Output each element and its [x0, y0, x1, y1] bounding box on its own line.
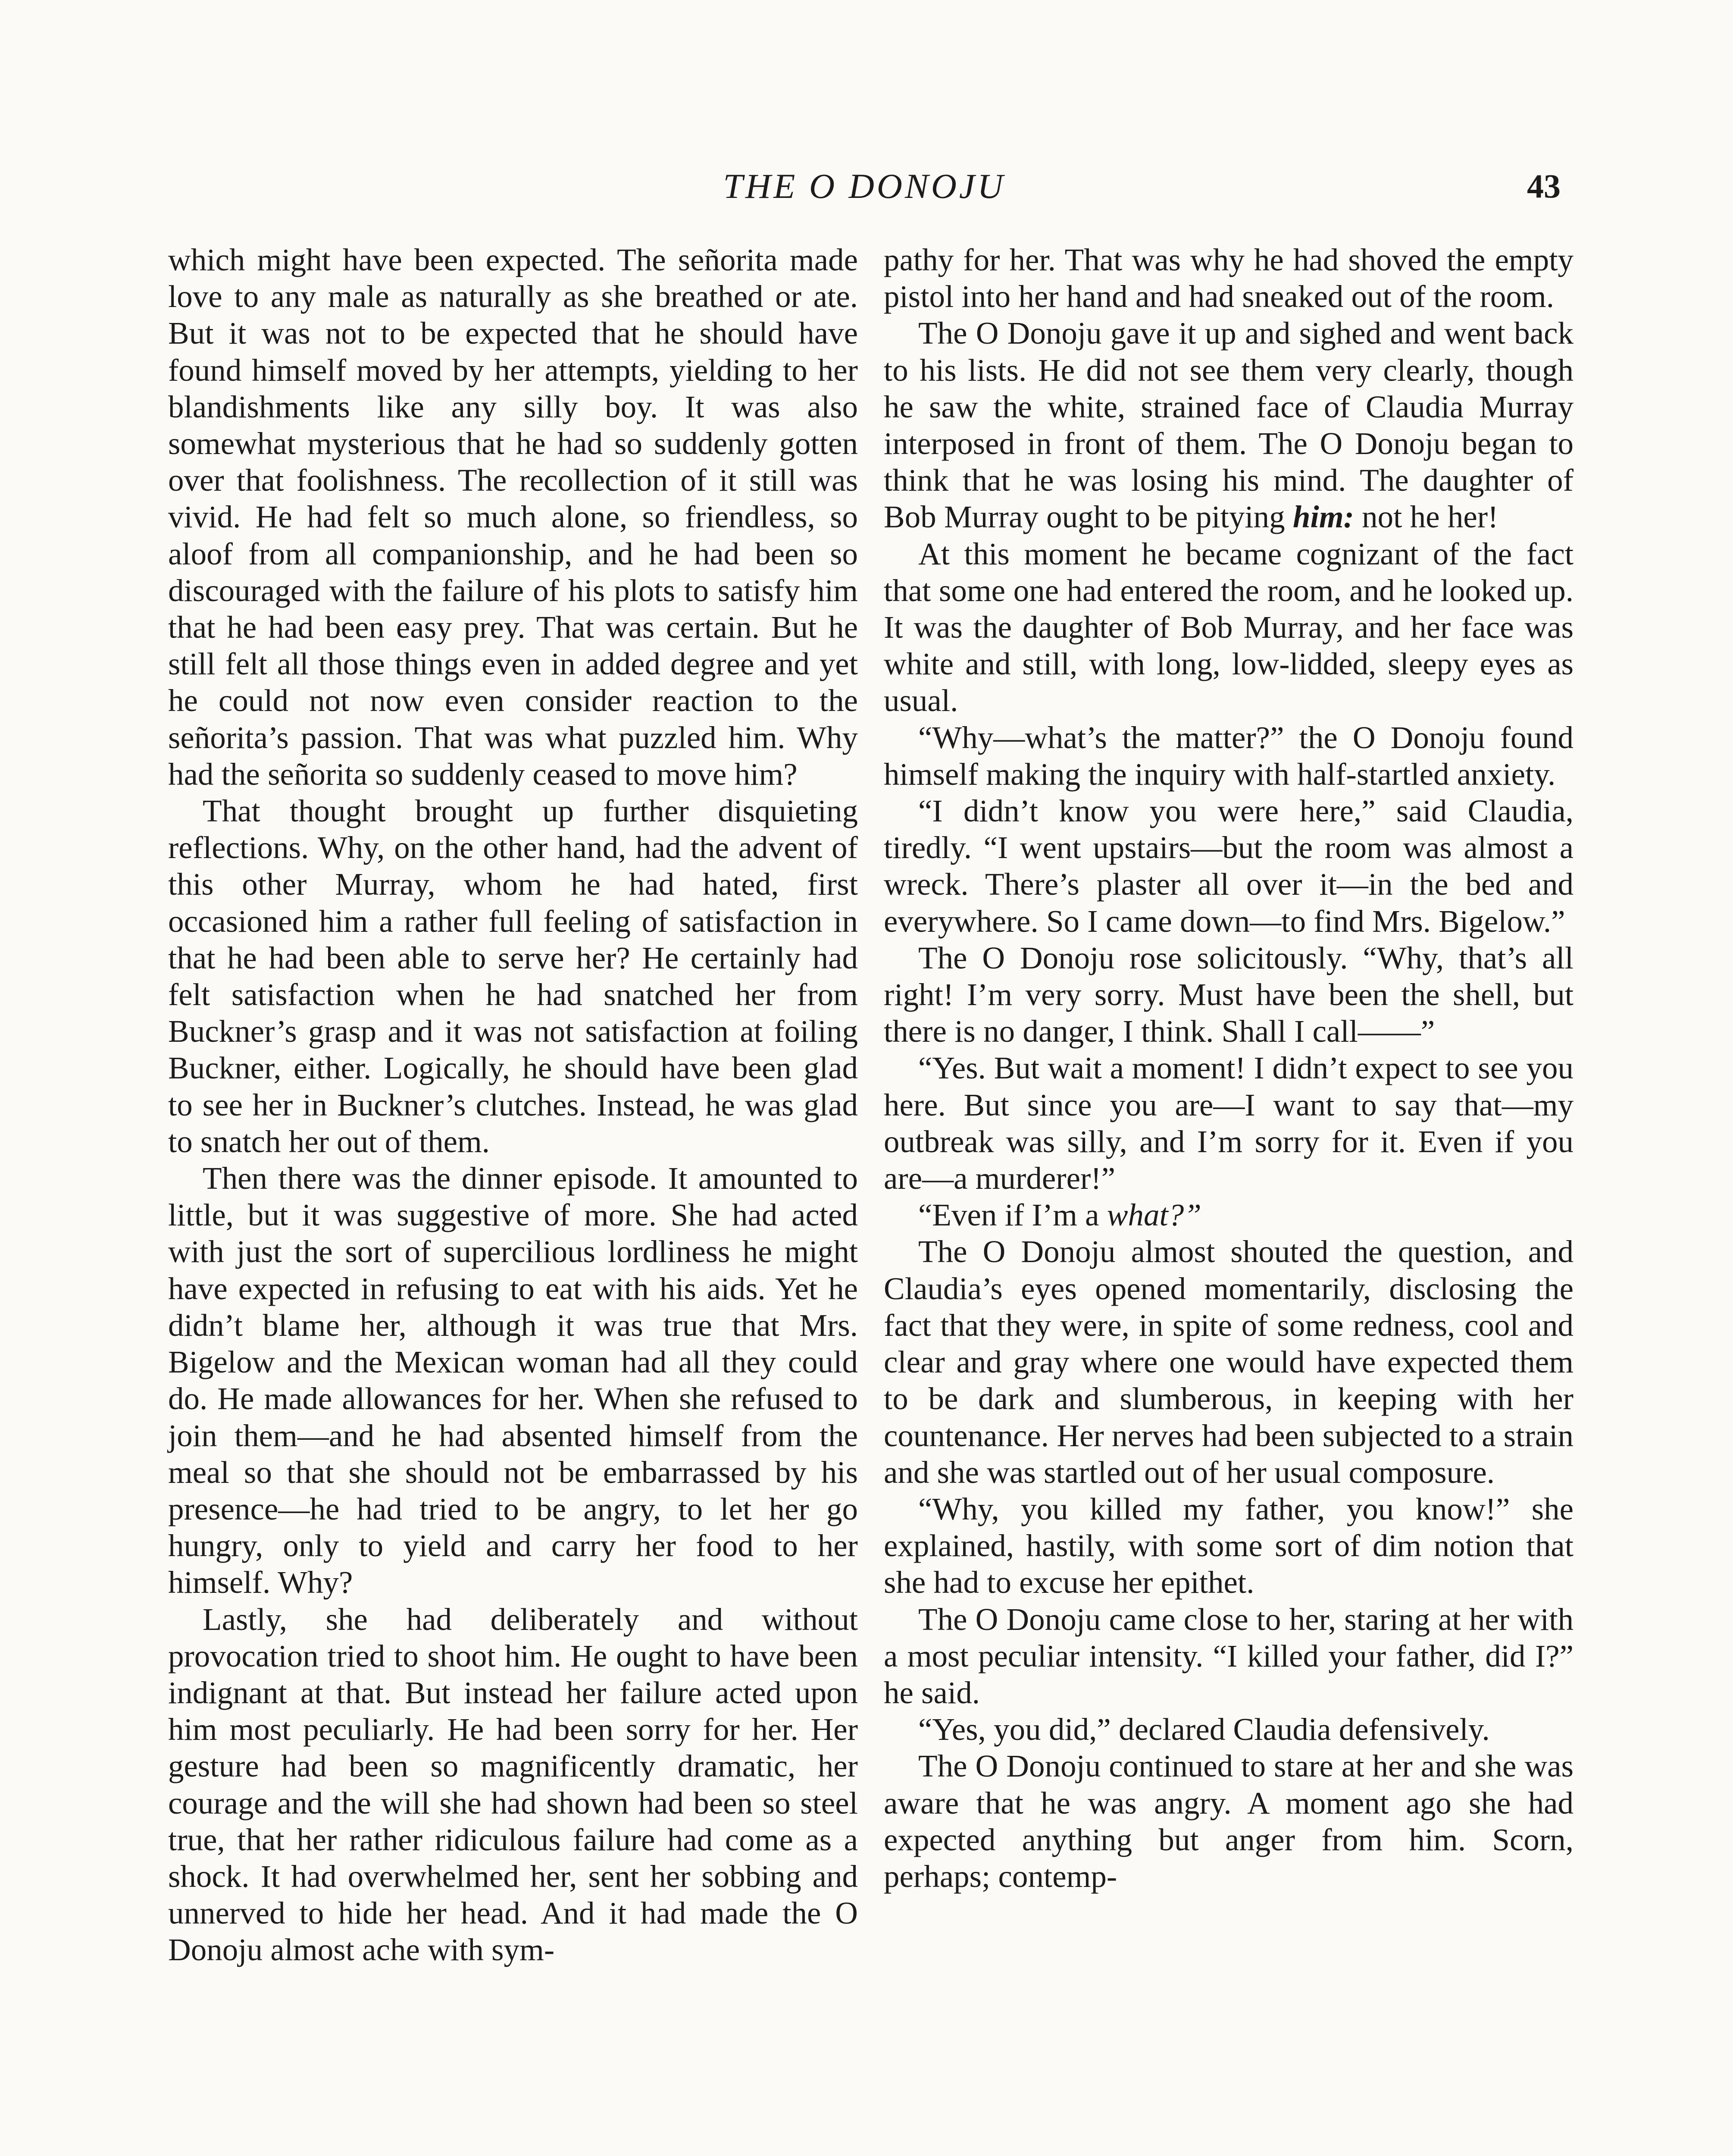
paragraph: The O Donoju almost shouted the question, and Claudia’s eyes opened momentarily, disclosing the fact that they were, in spite of some redness, cool and clear and gray where one would have expected them to be dark and slumberous, in keeping with her countenance. Her nerves had been subjected to a strain and she was startled out of her usual composure.	[884, 1234, 1573, 1490]
paragraph	[884, 1197, 1573, 1233]
paragraph: At this moment he became cognizant of the fact that some one had entered the room, and he looked up. It was the daughter of Bob Murray, and her face was white and still, with long, low-lidded, sleepy eyes as usual.	[884, 536, 1573, 718]
paragraph: “Yes. But wait a moment! I didn’t expect to see you here. But since you are—I want to say that—my outbreak was silly, and I’m sorry for it. Even if you are—a murderer!”	[884, 1050, 1573, 1196]
page-number: 43	[1527, 167, 1561, 205]
running-title: THE O DONOJU	[723, 166, 1006, 206]
paragraph-text: not he her!	[1354, 499, 1498, 535]
paragraph-text: The O Donoju gave it up and sighed and went back to his lists. He did not see them very clearly, though he saw the white, strained face of Claudia Murray interposed in front of them. The O Donoju began to think that he was losing his mind. The daughter of Bob Murray ought to be pitying	[884, 316, 1573, 535]
paragraph: which might have been expected. The señorita made love to any male as naturally as she breathed or ate. But it was not to be expected that he should have found himself moved by her attempts, yielding to her blandishments like any silly boy. It was also somewhat mysterious that he had so suddenly gotten over that foolishness. The recollection of it still was vivid. He had felt so much alone, so friendless, so aloof from all companionship, and he had been so discouraged with the failure of his plots to satisfy him that he had been easy prey. That was certain. But he still felt all those things even in added degree and yet he could not now even consider reaction to the señorita’s passion. That was what puzzled him. Why had the señorita so suddenly ceased to move him?	[168, 242, 858, 792]
paragraph	[884, 315, 1573, 535]
emphasis-text: him:	[1292, 499, 1354, 535]
paragraph: “Why—what’s the matter?” the O Donoju found himself making the inquiry with half-startled anxiety.	[884, 720, 1573, 792]
emphasis-text: what?”	[1107, 1197, 1201, 1233]
paragraph: “I didn’t know you were here,” said Claudia, tiredly. “I went upstairs—but the room was almost a wreck. There’s plaster all over it—in the bed and everywhere. So I came down—to find Mrs. Bigelow.”	[884, 793, 1573, 939]
paragraph: That thought brought up further disquieting reflections. Why, on the other hand, had the advent of this other Murray, whom he had hated, first occasioned him a rather full feeling of satisfaction in that he had been able to serve her? He certainly had felt satisfaction when he had snatched her from Buckner’s grasp and it was not satisfaction at foiling Buckner, either. Logically, he should have been glad to see her in Buckner’s clutches. Instead, he was glad to snatch her out of them.	[168, 793, 858, 1159]
paragraph: Lastly, she had deliberately and without provocation tried to shoot him. He ought to have been indignant at that. But instead her failure acted upon him most peculiarly. He had been sorry for her. Her gesture had been so magnificently dramatic, her courage and the will she had shown had been so steel true, that her rather ridiculous failure had come as a shock. It had overwhelmed her, sent her sobbing and unnerved to hide her head. And it had made the O Donoju almost ache with sym-	[168, 1601, 858, 1968]
paragraph: The O Donoju came close to her, staring at her with a most peculiar intensity. “I killed your father, did I?” he said.	[884, 1601, 1573, 1710]
page-header	[168, 160, 1561, 212]
paragraph: pathy for her. That was why he had shoved the empty pistol into her hand and had sneaked out of the room.	[884, 242, 1573, 314]
paragraph: The O Donoju continued to stare at her and she was aware that he was angry. A moment ago she had expected anything but anger from him. Scorn, perhaps; contemp-	[884, 1749, 1573, 1894]
paragraph: The O Donoju rose solicitously. “Why, that’s all right! I’m very sorry. Must have been the shell, but there is no danger, I think. Shall I call——”	[884, 940, 1573, 1049]
paragraph-text: “Even if I’m a	[918, 1197, 1107, 1233]
paragraph: Then there was the dinner episode. It amounted to little, but it was suggestive of more. She had acted with just the sort of supercilious lordliness he might have expected in refusing to eat with his aids. Yet he didn’t blame her, although it was true that Mrs. Bigelow and the Mexican woman had all they could do. He made allowances for her. When she refused to join them—and he had absented himself from the meal so that she should not be embarrassed by his presence—he had tried to be angry, to let her go hungry, only to yield and carry her food to her himself. Why?	[168, 1161, 858, 1600]
paragraph: “Why, you killed my father, you know!” she explained, hastily, with some sort of dim notion that she had to excuse her epithet.	[884, 1491, 1573, 1600]
right-column	[884, 241, 1573, 1895]
paragraph: “Yes, you did,” declared Claudia defensively.	[918, 1712, 1490, 1747]
left-column	[168, 241, 858, 1968]
